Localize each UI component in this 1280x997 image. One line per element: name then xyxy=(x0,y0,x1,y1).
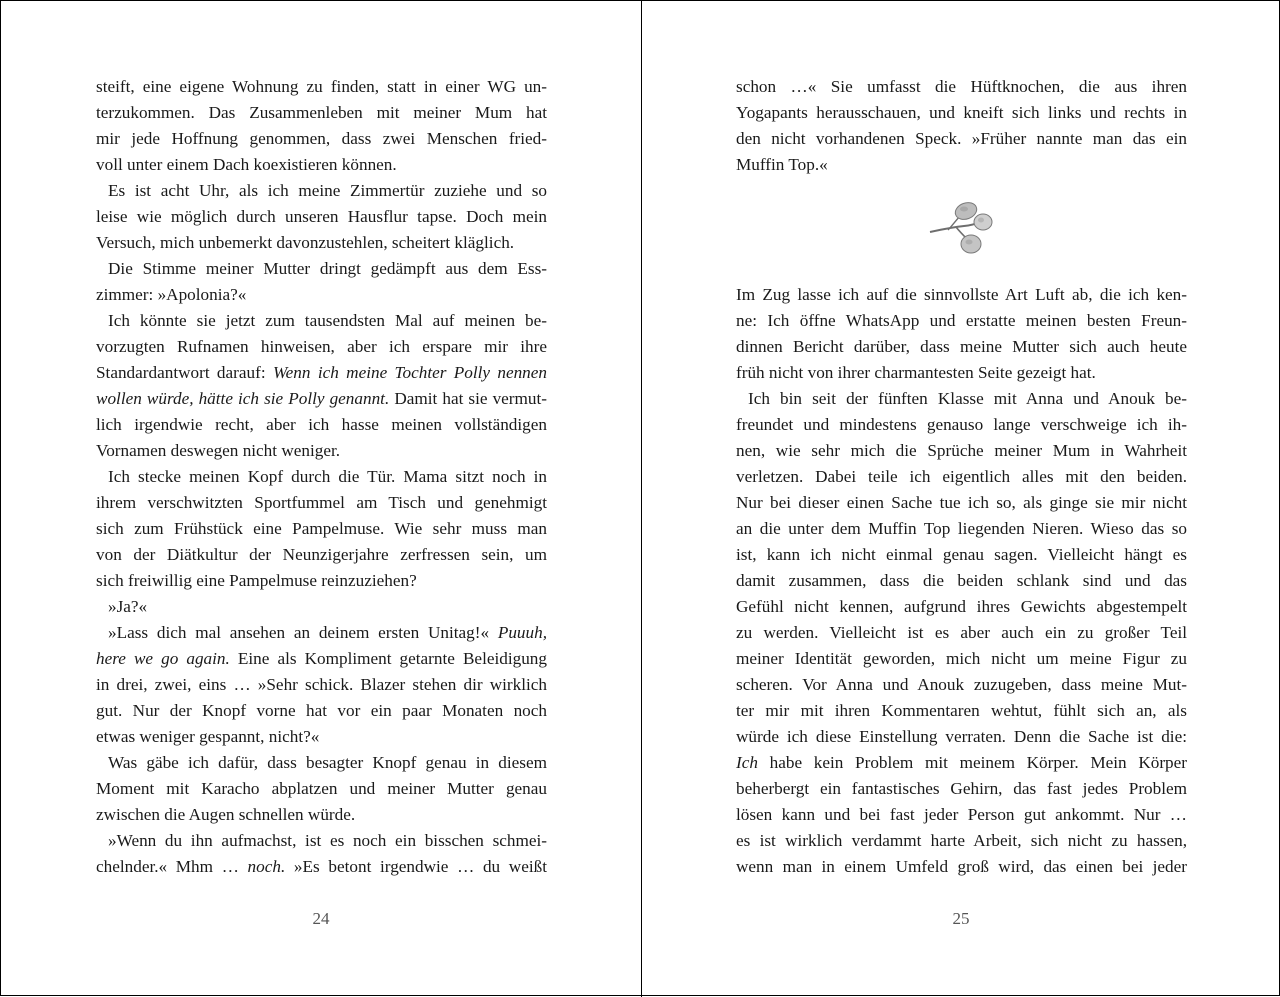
text-line xyxy=(96,828,547,854)
text-segment: zimmer: »Apolonia?« xyxy=(96,285,247,304)
text-segment: Im Zug lasse ich auf die sinnvollste Art Luft ab, die ich ken- xyxy=(736,285,1187,304)
text-line xyxy=(736,698,1187,724)
text-segment: gut. Nur der Knopf vorne hat vor ein paar Monaten noch xyxy=(96,701,547,720)
text-line xyxy=(736,152,1187,178)
text-line xyxy=(96,672,547,698)
text-line xyxy=(96,256,547,282)
right-page-number: 25 xyxy=(952,909,970,928)
text-segment: leise wie möglich durch unseren Hausflur tapse. Doch mein xyxy=(96,207,547,226)
text-line xyxy=(736,412,1187,438)
text-line xyxy=(736,438,1187,464)
text-segment: Es ist acht Uhr, als ich meine Zimmertür zuziehe und so xyxy=(108,181,547,200)
text-segment: meiner Identität geworden, mich nicht um meine Figur zu xyxy=(736,649,1187,668)
text-line xyxy=(736,490,1187,516)
text-segment: Standardantwort darauf: xyxy=(96,363,273,382)
text-line xyxy=(736,386,1187,412)
text-segment: Was gäbe ich dafür, dass besagter Knopf genau in diesem xyxy=(108,753,547,772)
text-line xyxy=(96,152,547,178)
text-line xyxy=(96,230,547,256)
text-segment: Ich stecke meinen Kopf durch die Tür. Mama sitzt noch in xyxy=(108,467,547,486)
text-line xyxy=(736,724,1187,750)
text-segment: habe kein Problem mit meinem Körper. Mein Körper xyxy=(757,753,1187,772)
text-line xyxy=(736,802,1187,828)
text-line xyxy=(736,776,1187,802)
text-line xyxy=(736,750,1187,776)
text-line xyxy=(96,464,547,490)
text-segment: sich freiwillig eine Pampelmuse reinzuziehen? xyxy=(96,571,417,590)
text-line xyxy=(96,308,547,334)
text-segment: »Wenn du ihn aufmachst, ist es noch ein bisschen schmei- xyxy=(108,831,547,850)
text-segment: Gefühl nicht kennen, aufgrund ihres Gewichts abgestempelt xyxy=(736,597,1187,616)
text-line xyxy=(736,828,1187,854)
text-segment: etwas weniger gespannt, nicht?« xyxy=(96,727,320,746)
text-segment: dinnen Bericht darüber, dass meine Mutter sich auch heute xyxy=(736,337,1187,356)
text-line xyxy=(96,412,547,438)
text-segment: damit zusammen, dass die beiden schlank sind und das xyxy=(736,571,1187,590)
text-line xyxy=(736,854,1187,880)
text-line xyxy=(96,334,547,360)
text-segment: Die Stimme meiner Mutter dringt gedämpft aus dem Ess- xyxy=(108,259,547,278)
text-segment: Muffin Top.« xyxy=(736,155,828,174)
text-segment: nen, wie sehr mich die Sprüche meiner Mum in Wahrheit xyxy=(736,441,1187,460)
text-line xyxy=(96,776,547,802)
text-segment: »Es betont irgendwie … du weißt xyxy=(285,857,547,876)
text-segment: Moment mit Karacho abplatzen und meiner Mutter genau xyxy=(96,779,547,798)
text-segment: sich zum Frühstück eine Pampelmuse. Wie sehr muss man xyxy=(96,519,547,538)
text-line xyxy=(736,516,1187,542)
text-line xyxy=(736,282,1187,308)
text-segment: mir jede Hoffnung genommen, dass zwei Menschen fried- xyxy=(96,129,547,148)
text-line xyxy=(736,360,1187,386)
text-segment: früh nicht von ihrer charmantesten Seite gezeigt hat. xyxy=(736,363,1096,382)
text-line xyxy=(96,724,547,750)
text-segment: wenn man in einem Umfeld groß wird, das einen bei jeder xyxy=(736,857,1187,876)
text-line xyxy=(736,542,1187,568)
text-segment: von der Diätkultur der Neunzigerjahre zerfressen sein, um xyxy=(96,545,547,564)
text-line xyxy=(736,334,1187,360)
page-gutter-divider xyxy=(641,1,642,997)
text-segment: es ist wirklich verdammt harte Arbeit, sich nicht zu hassen, xyxy=(736,831,1187,850)
text-line xyxy=(96,100,547,126)
right-page-text-top xyxy=(736,74,1187,178)
text-line xyxy=(96,542,547,568)
text-line xyxy=(736,568,1187,594)
text-segment: steift, eine eigene Wohnung zu finden, statt in einer WG un- xyxy=(96,77,547,96)
text-segment: scheren. Vor Anna und Anouk zuzugeben, dass meine Mut- xyxy=(736,675,1187,694)
text-segment: ter mir mit ihren Kommentaren wehtut, fühlt sich an, als xyxy=(736,701,1187,720)
text-segment: würde ich diese Einstellung verraten. Denn die Sache ist die: xyxy=(736,727,1187,746)
text-line xyxy=(736,100,1187,126)
text-line xyxy=(96,438,547,464)
text-segment: Vornamen deswegen nicht weniger. xyxy=(96,441,341,460)
text-segment: freundet und mindestens genauso lange verschweige ich ih- xyxy=(736,415,1187,434)
text-line xyxy=(96,854,547,880)
text-line xyxy=(736,74,1187,100)
text-segment: voll unter einem Dach koexistieren können. xyxy=(96,155,397,174)
text-line xyxy=(96,620,547,646)
italic-text-segment: here we go again. xyxy=(96,649,230,668)
text-segment: beherbergt ein fantastisches Gehirn, das fast jedes Problem xyxy=(736,779,1187,798)
text-segment: ne: Ich öffne WhatsApp und erstatte meinen besten Freun- xyxy=(736,311,1187,330)
text-segment: »Lass dich mal ansehen an deinem ersten Unitag!« xyxy=(108,623,498,642)
text-segment: chelnder.« Mhm … xyxy=(96,857,248,876)
text-segment: »Ja?« xyxy=(108,597,148,616)
text-line xyxy=(96,360,547,386)
text-line xyxy=(736,594,1187,620)
italic-text-segment: Ich xyxy=(736,753,758,772)
text-line xyxy=(96,282,547,308)
right-page-text xyxy=(736,74,1187,880)
text-segment: zu werden. Vielleicht ist es aber auch ein zu großer Teil xyxy=(736,623,1187,642)
text-line xyxy=(96,74,547,100)
text-line xyxy=(96,490,547,516)
text-segment: den nicht vorhandenen Speck. »Früher nannte man das ein xyxy=(736,129,1187,148)
text-segment: Damit hat sie vermut- xyxy=(389,389,547,408)
text-line xyxy=(96,750,547,776)
text-line xyxy=(96,516,547,542)
text-line xyxy=(96,802,547,828)
italic-text-segment: wollen würde, hätte ich sie Polly genannt. xyxy=(96,389,390,408)
text-segment: vorzugten Rufnamen hinweisen, aber ich erspare mir ihre xyxy=(96,337,547,356)
text-line xyxy=(96,698,547,724)
left-page-number: 24 xyxy=(312,909,330,928)
italic-text-segment: Puuuh, xyxy=(497,623,547,642)
italic-text-segment: Wenn ich meine Tochter Polly nennen xyxy=(272,363,547,382)
text-line xyxy=(96,386,547,412)
text-line xyxy=(96,646,547,672)
text-line xyxy=(736,620,1187,646)
text-line xyxy=(736,672,1187,698)
text-segment: an die unter dem Muffin Top liegenden Nieren. Wieso das so xyxy=(736,519,1187,538)
text-line xyxy=(736,308,1187,334)
text-segment: Yogapants herausschauen, und kneift sich links und rechts in xyxy=(736,103,1187,122)
left-page-text xyxy=(96,74,547,880)
right-page-text-bottom xyxy=(736,282,1187,880)
text-line xyxy=(96,594,547,620)
text-segment: verletzen. Dabei teile ich eigentlich alles mit den beiden. xyxy=(736,467,1187,486)
text-line xyxy=(96,568,547,594)
text-line xyxy=(96,178,547,204)
text-segment: Nur bei dieser einen Sache tue ich so, als ginge sie mir nicht xyxy=(736,493,1187,512)
text-segment: Ich bin seit der fünften Klasse mit Anna und Anouk be- xyxy=(748,389,1187,408)
text-segment: Eine als Kompliment getarnte Beleidigung xyxy=(229,649,547,668)
text-line xyxy=(736,646,1187,672)
text-segment: schon …« Sie umfasst die Hüftknochen, die aus ihren xyxy=(736,77,1187,96)
text-segment: terzukommen. Das Zusammenleben mit meiner Mum hat xyxy=(96,103,547,122)
text-segment: Versuch, mich unbemerkt davonzustehlen, scheitert kläglich. xyxy=(96,233,515,252)
text-segment: lösen kann und bei fast jeder Person gut ankommt. Nur … xyxy=(736,805,1187,824)
text-segment: in drei, zwei, eins … »Sehr schick. Blazer stehen dir wirklich xyxy=(96,675,547,694)
text-segment: ist, kann ich nicht einmal genau sagen. Vielleicht hängt es xyxy=(736,545,1187,564)
text-line xyxy=(736,126,1187,152)
text-line xyxy=(736,464,1187,490)
section-break xyxy=(736,178,1187,282)
text-segment: lich irgendwie recht, aber ich hasse meinen vollständigen xyxy=(96,415,547,434)
text-segment: zwischen die Augen schnellen würde. xyxy=(96,805,356,824)
text-segment: Ich könnte sie jetzt zum tausendsten Mal auf meinen be- xyxy=(108,311,547,330)
leaf-sprig-ornament-icon xyxy=(926,196,996,262)
text-segment: ihrem verschwitzten Sportfummel am Tisch und genehmigt xyxy=(96,493,547,512)
text-line xyxy=(96,204,547,230)
text-line xyxy=(96,126,547,152)
italic-text-segment: noch. xyxy=(247,857,286,876)
